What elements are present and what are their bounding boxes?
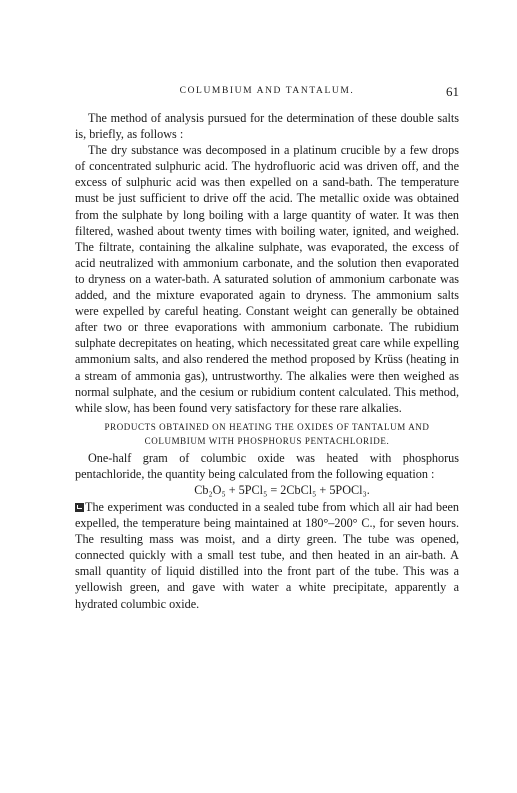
page-number: 61 <box>446 84 459 99</box>
body-text <box>75 110 459 612</box>
paragraph-experiment-result-text: The experiment was conducted in a sealed tube from which all air had been expelled, the temperature being maintained at 180°–200° C., for seven hours. The resulting mass was moist, and a dirty green. The tube was opened, connected quickly with a small test tube, and then heated in an air-bath. A small quantity of liquid distilled into the front part of the tube. This was a yellowish green, and gave with water a white precipitate, apparently a hydrated columbic oxide. <box>75 499 459 611</box>
paragraph-analysis-intro: The method of analysis pursued for the determination of these double salts is, briefly, as follows : <box>75 111 459 142</box>
running-head <box>75 86 459 102</box>
chemical-equation: Cb₂O₅ + 5PCl₅ = 2CbCl₅ + 5POCl₃. <box>194 482 370 497</box>
scan-mark-icon <box>75 503 84 512</box>
paragraph-experiment-result <box>75 499 459 612</box>
running-title: COLUMBIUM AND TANTALUM. <box>179 86 355 96</box>
paragraph-analysis-method: The dry substance was decomposed in a platinum crucible by a few drops of concentrated sulphuric acid. The hydrofluoric acid was driven off, and the excess of sulphuric acid was then expelled on a sand-bath. The temperature must be just sufficient to drive off the acid. The metallic oxide was obtained from the sulphate by long boiling with a large quantity of water. It was then filtered, washed about twenty times with boiling water, ignited, and weighed. The filtrate, containing the alkaline sulphate, was evaporated, the excess of acid neutralized with ammonium carbonate, and the solution then evaporated to dryness on a water-bath. A saturated solution of ammonium carbonate was added, and the mixture evaporated again to dryness. The ammonium salts were expelled by careful heating. Constant weight can generally be obtained after two or three evaporations with ammonium carbonate. The rubidium sulphate decrepitates on heating, which necessitated great care while expelling ammonium salts, and also rendered the method proposed by Krüss (heating in a stream of ammonia gas), untrustworthy. The alkalies were then weighed as normal sulphate, and the cesium or rubidium content calculated. This method, while slow, has been found very satisfactory for these rare alkalies. <box>75 143 459 415</box>
section-heading: PRODUCTS OBTAINED ON HEATING THE OXIDES OF TANTALUM AND COLUMBIUM WITH PHOSPHORUS PENTACHLORIDE. <box>104 421 430 446</box>
paragraph-experiment-intro: One-half gram of columbic oxide was heated with phosphorus pentachloride, the quantity being calculated from the following equation : <box>75 450 459 481</box>
